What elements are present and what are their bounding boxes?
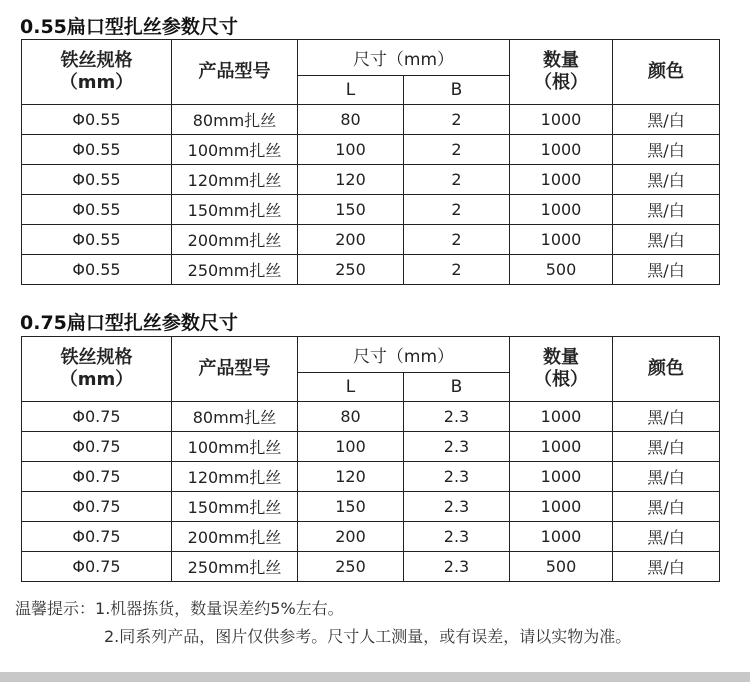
- cell-spec: Φ0.55: [22, 255, 172, 285]
- table-row: [22, 165, 720, 195]
- cell-qty: 1000: [510, 462, 613, 492]
- bottom-divider: [0, 672, 750, 682]
- table-row: [22, 462, 720, 492]
- header-model: 产品型号: [172, 337, 298, 402]
- table-row: [22, 522, 720, 552]
- cell-model: 120mm扎丝: [172, 165, 298, 195]
- cell-B: 2.3: [404, 492, 510, 522]
- cell-color: 黑/白: [613, 195, 720, 225]
- table-row: [22, 402, 720, 432]
- cell-spec: Φ0.75: [22, 492, 172, 522]
- cell-model: 80mm扎丝: [172, 105, 298, 135]
- cell-model: 100mm扎丝: [172, 135, 298, 165]
- cell-L: 250: [298, 552, 404, 582]
- cell-qty: 1000: [510, 105, 613, 135]
- table-row: [22, 135, 720, 165]
- notes-text-2: 2.同系列产品，图片仅供参考。尺寸人工测量，或有误差，请以实物为准。: [104, 627, 632, 646]
- cell-B: 2: [404, 225, 510, 255]
- spec-table-055: [21, 39, 720, 285]
- notes-line-1: [15, 596, 344, 619]
- cell-L: 150: [298, 492, 404, 522]
- cell-B: 2.3: [404, 552, 510, 582]
- header-model: 产品型号: [172, 40, 298, 105]
- cell-color: 黑/白: [613, 522, 720, 552]
- cell-qty: 1000: [510, 225, 613, 255]
- cell-L: 80: [298, 402, 404, 432]
- header-B: B: [404, 76, 510, 105]
- cell-B: 2.3: [404, 462, 510, 492]
- cell-spec: Φ0.55: [22, 225, 172, 255]
- cell-spec: Φ0.75: [22, 402, 172, 432]
- table-row: [22, 225, 720, 255]
- cell-B: 2: [404, 195, 510, 225]
- header-L: L: [298, 76, 404, 105]
- cell-model: 80mm扎丝: [172, 402, 298, 432]
- cell-color: 黑/白: [613, 462, 720, 492]
- cell-spec: Φ0.75: [22, 522, 172, 552]
- table-row: [22, 432, 720, 462]
- table-row: [22, 552, 720, 582]
- cell-color: 黑/白: [613, 225, 720, 255]
- cell-B: 2.3: [404, 402, 510, 432]
- cell-model: 250mm扎丝: [172, 552, 298, 582]
- header-spec: 铁丝规格 （mm）: [22, 40, 172, 105]
- header-L: L: [298, 373, 404, 402]
- cell-spec: Φ0.55: [22, 135, 172, 165]
- cell-model: 200mm扎丝: [172, 225, 298, 255]
- cell-B: 2.3: [404, 432, 510, 462]
- table-row: [22, 255, 720, 285]
- cell-qty: 1000: [510, 135, 613, 165]
- table-row: [22, 492, 720, 522]
- cell-model: 150mm扎丝: [172, 195, 298, 225]
- cell-B: 2: [404, 135, 510, 165]
- cell-L: 100: [298, 135, 404, 165]
- section-title-055: 0.55扁口型扎丝参数尺寸: [20, 16, 238, 38]
- cell-qty: 500: [510, 255, 613, 285]
- section-title-075: 0.75扁口型扎丝参数尺寸: [20, 312, 238, 334]
- table-row: [22, 195, 720, 225]
- cell-spec: Φ0.75: [22, 462, 172, 492]
- cell-L: 200: [298, 225, 404, 255]
- cell-L: 200: [298, 522, 404, 552]
- cell-qty: 500: [510, 552, 613, 582]
- cell-color: 黑/白: [613, 135, 720, 165]
- spec-table-075: [21, 336, 720, 582]
- cell-qty: 1000: [510, 195, 613, 225]
- header-quantity: 数量 （根）: [510, 40, 613, 105]
- cell-qty: 1000: [510, 432, 613, 462]
- header-dimensions: 尺寸（mm）: [298, 337, 510, 373]
- cell-L: 120: [298, 165, 404, 195]
- cell-model: 150mm扎丝: [172, 492, 298, 522]
- cell-B: 2: [404, 105, 510, 135]
- header-spec: 铁丝规格 （mm）: [22, 337, 172, 402]
- cell-qty: 1000: [510, 522, 613, 552]
- cell-qty: 1000: [510, 165, 613, 195]
- cell-model: 120mm扎丝: [172, 462, 298, 492]
- cell-color: 黑/白: [613, 552, 720, 582]
- cell-L: 120: [298, 462, 404, 492]
- cell-spec: Φ0.55: [22, 165, 172, 195]
- cell-model: 250mm扎丝: [172, 255, 298, 285]
- cell-color: 黑/白: [613, 165, 720, 195]
- cell-L: 100: [298, 432, 404, 462]
- cell-spec: Φ0.75: [22, 432, 172, 462]
- cell-B: 2: [404, 165, 510, 195]
- cell-model: 200mm扎丝: [172, 522, 298, 552]
- table-row: [22, 105, 720, 135]
- notes-line-2: [104, 624, 631, 647]
- notes-label: 温馨提示：: [15, 599, 96, 618]
- notes-text-1: 1.机器拣货，数量误差约5%左右。: [95, 599, 344, 618]
- cell-color: 黑/白: [613, 432, 720, 462]
- cell-L: 150: [298, 195, 404, 225]
- cell-model: 100mm扎丝: [172, 432, 298, 462]
- cell-qty: 1000: [510, 492, 613, 522]
- header-color: 颜色: [613, 337, 720, 402]
- cell-B: 2.3: [404, 522, 510, 552]
- cell-spec: Φ0.55: [22, 105, 172, 135]
- header-B: B: [404, 373, 510, 402]
- cell-color: 黑/白: [613, 492, 720, 522]
- cell-color: 黑/白: [613, 105, 720, 135]
- header-quantity: 数量 （根）: [510, 337, 613, 402]
- cell-color: 黑/白: [613, 255, 720, 285]
- cell-qty: 1000: [510, 402, 613, 432]
- cell-L: 80: [298, 105, 404, 135]
- cell-L: 250: [298, 255, 404, 285]
- header-dimensions: 尺寸（mm）: [298, 40, 510, 76]
- cell-spec: Φ0.55: [22, 195, 172, 225]
- header-color: 颜色: [613, 40, 720, 105]
- cell-spec: Φ0.75: [22, 552, 172, 582]
- cell-color: 黑/白: [613, 402, 720, 432]
- cell-B: 2: [404, 255, 510, 285]
